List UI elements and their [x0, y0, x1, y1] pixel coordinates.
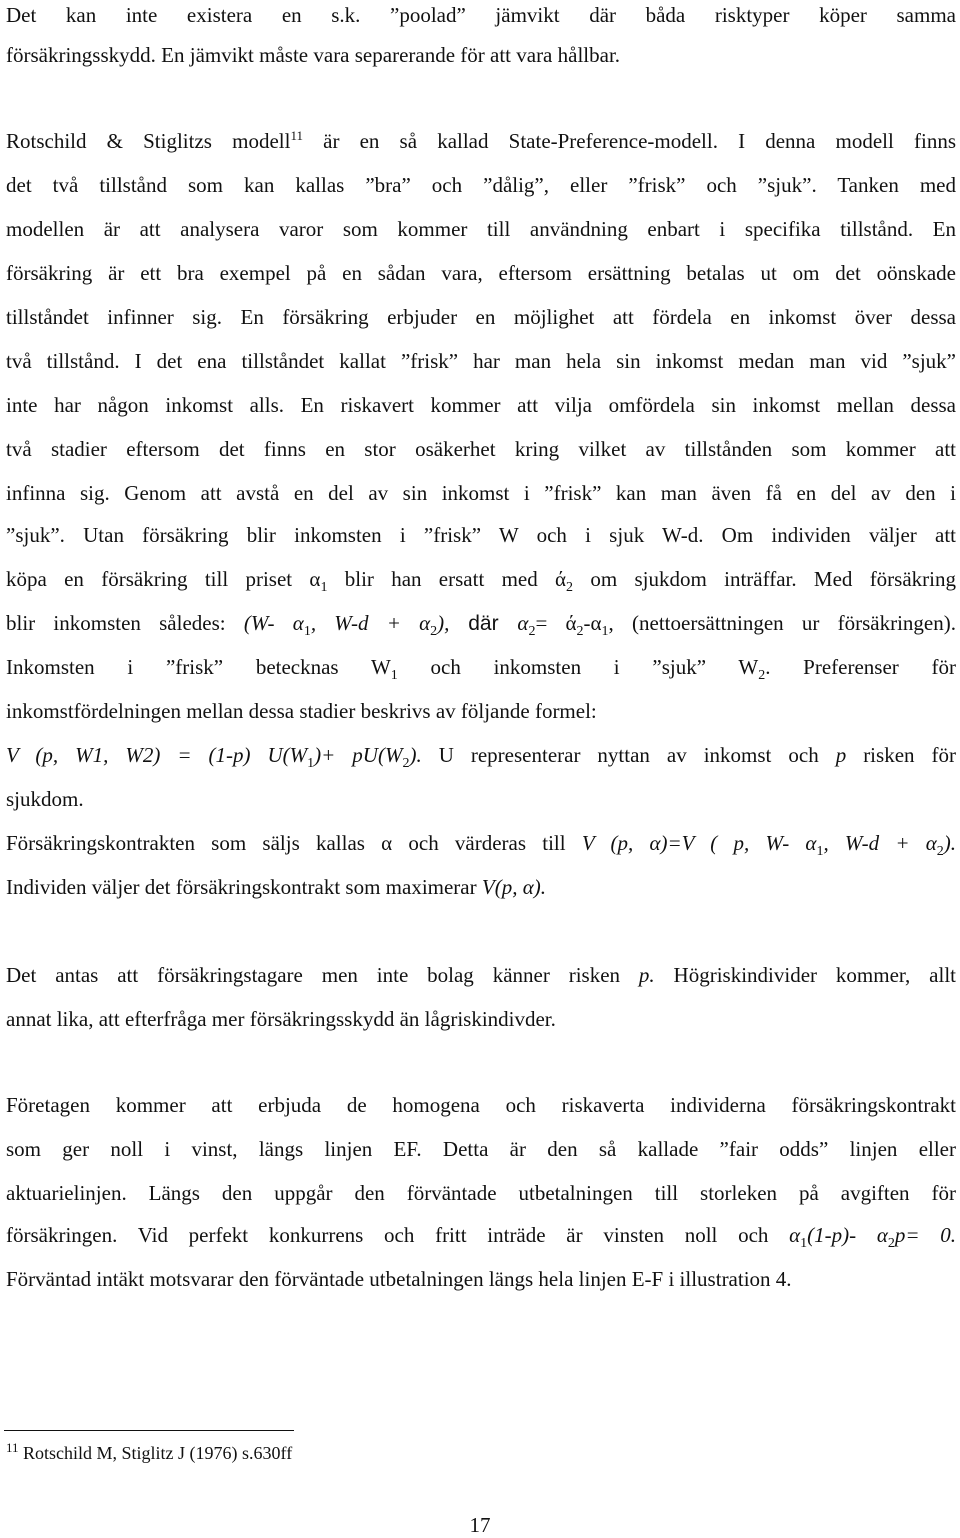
formula-span: p [835, 743, 847, 767]
subscript: 1 [390, 668, 398, 684]
subscript: 2 [576, 624, 584, 640]
text-span: är en så kallad State-Preference-modell. I denna modell finns [302, 129, 956, 153]
text-span: risken för [846, 743, 956, 767]
footnote-text: Rotschild M, Stiglitz J (1976) s.630ff [18, 1443, 293, 1463]
text-line: Företagen kommer att erbjuda de homogena och riskaverta individerna försäkringskontrakt [6, 1093, 956, 1117]
formula-span: V (p, W1, W2) = (1-p) U(W [6, 743, 308, 767]
text-line: modellen är att analysera varor som kommer till användning enbart i specifika tillstånd. En [6, 217, 956, 241]
subscript: 2 [528, 624, 536, 640]
footnote-divider [4, 1430, 294, 1431]
text-line: två tillstånd. I det ena tillståndet kallat ”frisk” har man hela sin inkomst medan man vid ”sjuk” [6, 349, 956, 373]
text-line: tillståndet infinner sig. En försäkring erbjuder en möjlighet att fördela en inkomst över dessa [6, 305, 956, 329]
footnote-reference: 11 [290, 128, 303, 143]
text-span: , (nettoersättningen ur försäkringen). [608, 611, 956, 635]
subscript: 2 [758, 668, 766, 684]
text-line: Förväntad intäkt motsvarar den förväntade utbetalningen längs hela linjen E-F i illustration 4. [6, 1267, 792, 1291]
text-line [6, 610, 956, 640]
text-line [6, 1222, 957, 1252]
text-span: Individen väljer det försäkringskontrakt som maximerar [6, 875, 482, 899]
formula-span: V (p, α)=V ( p, W- α [581, 831, 817, 855]
subscript: 2 [887, 1236, 895, 1252]
text-span: blir han ersatt med ά [327, 567, 567, 591]
formula-span: ). [943, 831, 956, 855]
text-span: Inkomsten i ”frisk” betecknas W [6, 655, 391, 679]
formula-span: )+ pU(W [314, 743, 403, 767]
text-span: om sjukdom inträffar. Med försäkring [573, 567, 956, 591]
text-span: och inkomsten i ”sjuk” W [397, 655, 759, 679]
text-span: Rotschild & Stiglitzs modell [6, 129, 291, 153]
text-line: inkomstfördelningen mellan dessa stadier beskrivs av följande formel: [6, 699, 597, 723]
text-span: blir inkomsten således: [6, 611, 244, 635]
formula-line [6, 742, 956, 772]
text-line: Det kan inte existera en s.k. ”poolad” jämvikt där båda risktyper köper samma [6, 3, 956, 27]
text-span: = ά [535, 611, 577, 635]
subscript: 2 [936, 844, 944, 860]
formula-span: V(p, α). [481, 875, 546, 899]
text-line: två stadier eftersom det finns en stor osäkerhet kring vilket av tillstånden som kommer att [6, 437, 956, 461]
subscript: 1 [320, 580, 328, 596]
formula-span: p= 0. [894, 1223, 957, 1247]
text-span: köpa en försäkring till priset α [6, 567, 321, 591]
text-span: där [449, 612, 518, 635]
subscript: 2 [430, 624, 438, 640]
subscript: 1 [816, 844, 824, 860]
text-line [6, 128, 956, 154]
formula-span: (1-p)- α [807, 1223, 888, 1247]
footnote-number: 11 [6, 1440, 19, 1455]
subscript: 1 [800, 1236, 808, 1252]
text-line: inte har någon inkomst alls. En riskavert kommer att vilja omfördela sin inkomst mellan dessa [6, 393, 956, 417]
text-line [6, 962, 956, 988]
formula-span: p. [638, 963, 655, 987]
text-span: försäkringen. Vid perfekt konkurrens och fritt inträde är vinsten noll och [6, 1223, 790, 1247]
text-span: Försäkringskontrakten som säljs kallas α och värderas till [6, 831, 582, 855]
text-span: U representerar nyttan av inkomst och [421, 743, 836, 767]
subscript: 2 [402, 756, 410, 772]
text-line: försäkring är ett bra exempel på en sådan vara, eftersom ersättning betalas ut om det oönskade [6, 261, 956, 285]
text-line: det två tillstånd som kan kallas ”bra” och ”dålig”, eller ”frisk” och ”sjuk”. Tanken med [6, 173, 956, 197]
formula-span: , W-d + α [310, 611, 431, 635]
subscript: 1 [307, 756, 315, 772]
formula-span: α [789, 1223, 801, 1247]
text-span: -α [583, 611, 602, 635]
text-line [6, 566, 956, 596]
text-line: som ger noll i vinst, längs linjen EF. Detta är den så kallade ”fair odds” linjen eller [6, 1137, 956, 1161]
text-line [6, 830, 956, 860]
text-line: ”sjuk”. Utan försäkring blir inkomsten i ”frisk” W och i sjuk W-d. Om individen väljer att [6, 523, 956, 547]
subscript: 1 [601, 624, 609, 640]
formula-span: (W- α [243, 611, 304, 635]
text-line: försäkringsskydd. En jämvikt måste vara separerande för att vara hållbar. [6, 43, 621, 67]
subscript: 2 [566, 580, 574, 596]
formula-span: ). [409, 743, 422, 767]
formula-span: ), [437, 611, 450, 635]
text-span: . Preferenser för [765, 655, 957, 679]
text-line: annat lika, att efterfråga mer försäkringsskydd än lågriskindivder. [6, 1007, 556, 1031]
text-line: aktuarielinjen. Längs den uppgår den förväntade utbetalningen till storleken på avgiften för [6, 1181, 956, 1205]
text-line [6, 874, 956, 900]
formula-span: , W-d + α [823, 831, 937, 855]
text-span: Högriskindivider kommer, allt [654, 963, 956, 987]
footnote [6, 1442, 292, 1464]
text-line: sjukdom. [6, 787, 84, 811]
text-line: infinna sig. Genom att avstå en del av sin inkomst i ”frisk” kan man även få en del av den i [6, 481, 956, 505]
text-span: Det antas att försäkringstagare men inte bolag känner risken [6, 963, 639, 987]
formula-span: α [517, 611, 529, 635]
text-line [6, 654, 957, 684]
page-number: 17 [469, 1513, 491, 1537]
subscript: 1 [303, 624, 311, 640]
